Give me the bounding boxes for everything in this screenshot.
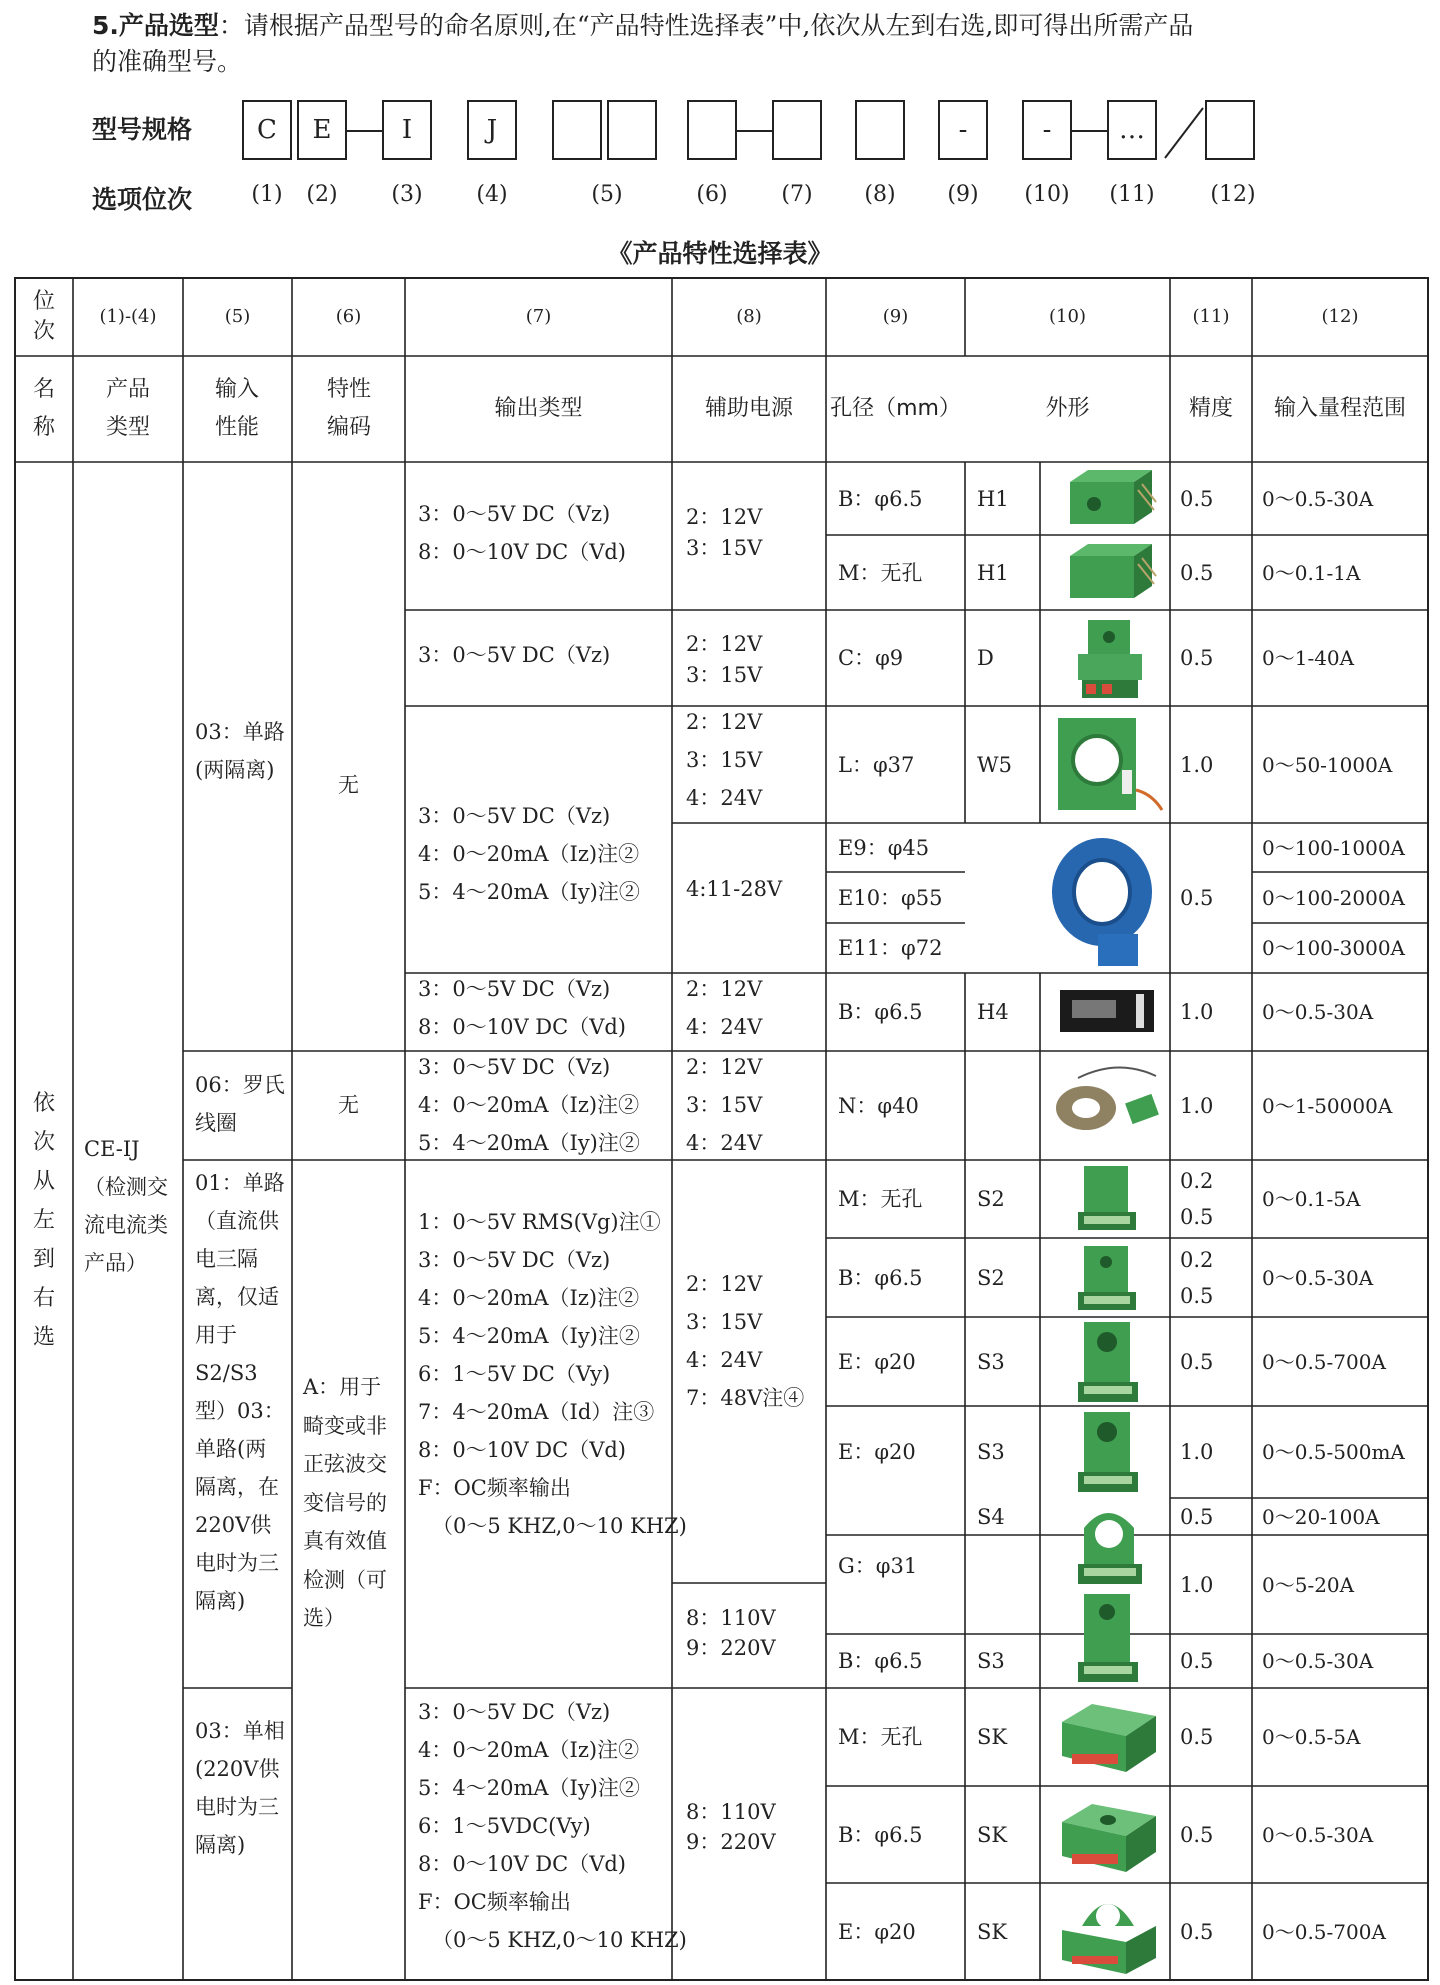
input-03-b: 03：单相(220V供电时为三隔离) (195, 1719, 285, 1857)
power-line: 9：220V (686, 1830, 776, 1854)
accuracy-cell: 0.5 (1180, 1504, 1214, 1529)
power-line: 4：24V (686, 1131, 763, 1155)
input-range-cell: 0～1-50000A (1262, 1093, 1393, 1118)
accuracy-cell: 0.2 0.5 (1180, 1169, 1214, 1229)
spec-connector (1072, 130, 1107, 132)
position-10: (10) (1024, 182, 1070, 207)
header-name-label: 名称 (32, 377, 55, 440)
product-thumb-s4 (1068, 1498, 1152, 1588)
output-group-7 (418, 1693, 687, 1959)
position-2: (2) (306, 182, 338, 207)
power-group-8 (686, 1603, 776, 1663)
accuracy-cell: 0.5 (1180, 1649, 1214, 1673)
accuracy-cell: 1.0 (1180, 1000, 1214, 1024)
spec-box-7 (772, 100, 822, 160)
position-1: (1) (251, 182, 283, 207)
position-11: (11) (1109, 182, 1155, 207)
output-line: 3：0～5V DC（Vz) (418, 977, 611, 1001)
power-line: 2：12V (686, 710, 763, 734)
output-line: 1：0～5V RMS(Vg)注① (418, 1210, 661, 1234)
hole-diameter-cell: E：φ20 (838, 1919, 916, 1944)
spec-box-10: - (1022, 100, 1072, 160)
accuracy-cell: 1.0 (1180, 752, 1214, 777)
code-a: A：用于畸变或非正弦波交变信号的真有效值检测（可选） (303, 1375, 387, 1630)
spec-box-8 (855, 100, 905, 160)
accuracy-cell: 1.0 (1180, 1440, 1214, 1464)
header-pos-12: (12) (1321, 306, 1359, 327)
header-feature-code: 特性编码 (326, 377, 371, 440)
output-line: 3：0～5V DC（Vz) (418, 1700, 611, 1724)
power-group-9 (686, 1797, 776, 1857)
shape-code-cell: SK (977, 1725, 1008, 1749)
header-pos-11: (11) (1192, 306, 1230, 327)
spec-slash (1163, 100, 1205, 160)
output-line: 4：0～20mA（Iz)注② (418, 1286, 640, 1310)
accuracy-cell: 1.0 (1180, 1572, 1214, 1597)
table-title: 《产品特性选择表》 (607, 239, 833, 268)
shape-code-cell: S3 (977, 1440, 1005, 1464)
spec-box-5a (552, 100, 602, 160)
hole-diameter-cell: L：φ37 (838, 752, 915, 777)
input-range-cell: 0～5-20A (1262, 1572, 1355, 1597)
accuracy-cell: 0.5 (1180, 646, 1214, 670)
header-pos-5: (5) (224, 306, 251, 327)
power-line: 3：15V (686, 663, 763, 687)
header-pos-8: (8) (736, 306, 762, 327)
header-hole-diameter: 孔径（mm） (830, 396, 961, 421)
power-group-7 (686, 1265, 804, 1417)
hole-diameter-cell: B：φ6.5 (838, 1000, 923, 1024)
shape-code-cell: H1 (977, 560, 1009, 585)
order-note: 依次从左到右选 (32, 1090, 55, 1350)
output-line: F：OC频率输出 (418, 1476, 571, 1500)
output-line: 8：0～10V DC（Vd) (418, 540, 626, 564)
output-line: 4：0～20mA（Iz)注② (418, 1738, 640, 1762)
spec-box-5b (607, 100, 657, 160)
product-thumb-h1-a (1058, 464, 1158, 534)
output-line: 5：4～20mA（Iy)注② (418, 1324, 640, 1348)
output-line: 8：0～10V DC（Vd) (418, 1852, 626, 1876)
input-range-cell: 0～100-3000A (1262, 936, 1405, 960)
output-line: 5：4～20mA（Iy)注② (418, 1131, 640, 1155)
output-line: 4：0～20mA（Iz)注② (418, 842, 640, 866)
product-thumb-s3-a (1070, 1318, 1150, 1406)
position-6: (6) (696, 182, 728, 207)
product-thumb-rogowski (1048, 1058, 1166, 1148)
product-thumb-s2-b (1070, 1240, 1150, 1316)
position-7: (7) (781, 182, 813, 207)
shape-code-cell: S3 (977, 1349, 1005, 1374)
shape-code-cell: S2 (977, 1265, 1005, 1290)
power-line: 2：12V (686, 505, 763, 529)
output-line: F：OC频率输出 (418, 1890, 571, 1914)
input-range-cell: 0～0.5-500mA (1262, 1440, 1405, 1464)
shape-code-cell: H4 (977, 1000, 1009, 1024)
header-input-performance: 输入性能 (214, 377, 259, 440)
output-line: 6：1～5V DC（Vy) (418, 1362, 611, 1386)
header-pos-6: (6) (335, 306, 362, 327)
input-range-cell: 0～0.5-30A (1262, 1265, 1374, 1290)
shape-code-cell: H1 (977, 486, 1009, 511)
output-group-5 (418, 1048, 640, 1162)
power-line: 2：12V (686, 1272, 763, 1296)
header-aux-power: 辅助电源 (704, 396, 793, 421)
power-line: 3：15V (686, 1310, 763, 1334)
spec-box-12 (1205, 100, 1255, 160)
input-range-cell: 0～100-2000A (1262, 885, 1405, 910)
model-spec-label: 型号规格 (92, 115, 193, 144)
header-pos-1-4: (1)-(4) (99, 306, 157, 327)
accuracy-cell: 0.5 (1180, 1822, 1214, 1847)
input-range-cell: 0～0.5-5A (1262, 1725, 1361, 1749)
spec-box-3: I (382, 100, 432, 160)
output-line: （0～5 KHZ,0～10 KHZ) (432, 1514, 687, 1538)
output-group-3 (418, 797, 640, 911)
output-line: 3：0～5V DC（Vz) (418, 502, 611, 526)
spec-connector (737, 130, 772, 132)
power-group-3 (686, 703, 762, 817)
header-output-type: 输出类型 (494, 396, 583, 421)
header-pos-10: (10) (1049, 306, 1086, 327)
position-9: (9) (947, 182, 979, 207)
intro-line-1: ：请根据产品型号的命名原则,在“产品特性选择表”中,依次从左到右选,即可得出所需产品 (218, 11, 1194, 40)
power-line: 4:11-28V (686, 877, 783, 901)
power-group-2 (686, 629, 762, 691)
accuracy-cell: 0.5 (1180, 1725, 1214, 1749)
power-line: 3：15V (686, 536, 763, 560)
hole-diameter-cell: E9：φ45 (838, 835, 930, 860)
hole-diameter-cell: B：φ6.5 (838, 486, 923, 511)
code-none-1: 无 (338, 773, 359, 797)
position-4: (4) (476, 182, 508, 207)
accuracy-cell: 0.2 0.5 (1180, 1247, 1214, 1308)
spec-box-2: E (297, 100, 347, 160)
accuracy-cell: 0.5 (1180, 560, 1214, 585)
power-line: 2：12V (686, 977, 763, 1001)
product-thumb-w5 (1052, 710, 1164, 820)
position-label: 选项位次 (92, 185, 193, 214)
power-line: 4：24V (686, 1348, 763, 1372)
power-line: 9：220V (686, 1636, 776, 1660)
power-line: 3：15V (686, 748, 763, 772)
header-input-range: 输入量程范围 (1273, 396, 1406, 421)
shape-code-cell: S3 (977, 1649, 1005, 1673)
power-line: 2：12V (686, 632, 763, 656)
input-range-cell: 0～0.5-30A (1262, 486, 1374, 511)
spec-box-1: C (242, 100, 292, 160)
output-line: （0～5 KHZ,0～10 KHZ) (432, 1928, 687, 1952)
intro-paragraph (92, 8, 1392, 80)
output-line: 5：4～20mA（Iy)注② (418, 880, 640, 904)
output-line: 7：4～20mA（Id）注③ (418, 1400, 655, 1424)
output-line: 3：0～5V DC（Vz) (418, 804, 611, 828)
hole-diameter-cell: E10：φ55 (838, 885, 943, 910)
header-pos-7: (7) (525, 306, 552, 327)
input-range-cell: 0～20-100A (1262, 1504, 1380, 1529)
product-thumb-sk-a (1052, 1692, 1164, 1782)
input-range-cell: 0～0.5-700A (1262, 1349, 1386, 1374)
product-thumb-d (1058, 612, 1158, 706)
output-line: 4：0～20mA（Iz)注② (418, 1093, 640, 1117)
product-thumb-h4 (1052, 976, 1162, 1046)
input-range-cell: 0～0.5-30A (1262, 1000, 1374, 1024)
shape-code-cell: S2 (977, 1187, 1005, 1211)
input-range-cell: 0～0.1-1A (1262, 560, 1361, 585)
power-line: 3：15V (686, 1093, 763, 1117)
hole-diameter-cell: E：φ20 (838, 1349, 916, 1374)
shape-code-cell: W5 (977, 752, 1012, 777)
spec-connector (347, 130, 382, 132)
power-group-6 (686, 1048, 762, 1162)
output-group-1 (418, 495, 626, 571)
product-thumb-sk-b (1052, 1788, 1164, 1882)
input-range-cell: 0～0.5-700A (1262, 1919, 1386, 1944)
hole-diameter-cell: B：φ6.5 (838, 1649, 923, 1673)
product-thumb-s3-c (1070, 1590, 1150, 1686)
position-8: (8) (864, 182, 896, 207)
power-group-5 (686, 970, 762, 1046)
position-3: (3) (391, 182, 423, 207)
spec-box-4: J (467, 100, 517, 160)
product-thumb-s2-a (1070, 1160, 1150, 1236)
shape-code-cell: S4 (977, 1504, 1005, 1529)
input-range-cell: 0～1-40A (1262, 646, 1355, 670)
input-range-cell: 0～0.5-30A (1262, 1649, 1374, 1673)
header-product-type: 产品类型 (105, 377, 150, 440)
output-line: 3：0～5V DC（Vz) (418, 643, 611, 667)
header-position-label: 位次 (32, 289, 55, 344)
power-line: 4：24V (686, 1015, 763, 1039)
input-06: 06：罗氏线圈 (195, 1073, 285, 1135)
output-line: 8：0～10V DC（Vd) (418, 1438, 626, 1462)
output-group-2 (418, 636, 610, 674)
output-line: 3：0～5V DC（Vz) (418, 1248, 611, 1272)
output-group-6 (418, 1203, 687, 1545)
output-line: 3：0～5V DC（Vz) (418, 1055, 611, 1079)
position-12: (12) (1210, 182, 1256, 207)
product-thumb-s3-b (1070, 1408, 1150, 1496)
hole-diameter-cell: E：φ20 (838, 1440, 916, 1464)
output-line: 8：0～10V DC（Vd) (418, 1015, 626, 1039)
product-thumb-e (1042, 826, 1166, 970)
hole-diameter-cell: B：φ6.5 (838, 1822, 923, 1847)
accuracy-cell: 1.0 (1180, 1093, 1214, 1118)
shape-code-cell: D (977, 646, 994, 670)
power-group-1 (686, 502, 762, 564)
hole-diameter-cell: B：φ6.5 (838, 1265, 923, 1290)
header-accuracy: 精度 (1188, 396, 1233, 421)
product-thumb-sk-c (1052, 1886, 1164, 1978)
power-line: 4：24V (686, 786, 763, 810)
power-line: 7：48V注④ (686, 1386, 805, 1410)
product-type-value: CE-IJ（检测交流电流类产品） (84, 1137, 168, 1275)
hole-diameter-cell: M：无孔 (838, 1187, 923, 1211)
intro-number: 5. (92, 11, 119, 40)
product-thumb-h1-b (1058, 538, 1158, 608)
header-pos-9: (9) (882, 306, 909, 327)
power-group-4 (686, 870, 782, 908)
spec-box-11: … (1107, 100, 1157, 160)
input-03-a: 03：单路(两隔离) (195, 720, 285, 782)
header-shape: 外形 (1045, 396, 1090, 421)
hole-diameter-cell: N：φ40 (838, 1093, 919, 1118)
power-line: 8：110V (686, 1606, 776, 1630)
input-range-cell: 0～50-1000A (1262, 752, 1393, 777)
accuracy-cell: 0.5 (1180, 1919, 1214, 1944)
shape-code-cell: SK (977, 1919, 1008, 1944)
power-line: 8：110V (686, 1800, 776, 1824)
accuracy-cell: 0.5 (1180, 1349, 1214, 1374)
code-none-2: 无 (338, 1093, 359, 1117)
intro-heading: 产品选型 (118, 11, 219, 40)
input-range-cell: 0～100-1000A (1262, 835, 1405, 860)
shape-code-cell: SK (977, 1822, 1008, 1847)
input-range-cell: 0～0.5-30A (1262, 1822, 1374, 1847)
hole-diameter-cell: G：φ31 (838, 1554, 918, 1578)
accuracy-cell: 0.5 (1180, 886, 1214, 910)
output-line: 5：4～20mA（Iy)注② (418, 1776, 640, 1800)
power-line: 2：12V (686, 1055, 763, 1079)
spec-box-6 (687, 100, 737, 160)
output-group-4 (418, 970, 626, 1046)
spec-box-9: - (938, 100, 988, 160)
hole-diameter-cell: M：无孔 (838, 560, 923, 585)
hole-diameter-cell: C：φ9 (838, 646, 904, 670)
hole-diameter-cell: M：无孔 (838, 1725, 923, 1749)
input-01-03: 01：单路（直流供电三隔离，仅适用于S2/S3型）03：单路(两隔离，在220V供电时为三隔离) (195, 1171, 285, 1613)
position-5: (5) (591, 182, 623, 207)
hole-diameter-cell: E11：φ72 (838, 936, 943, 960)
output-line: 6：1～5VDC(Vy) (418, 1814, 591, 1838)
intro-line-2: 的准确型号。 (92, 47, 243, 76)
accuracy-cell: 0.5 (1180, 486, 1214, 511)
input-range-cell: 0～0.1-5A (1262, 1187, 1361, 1211)
